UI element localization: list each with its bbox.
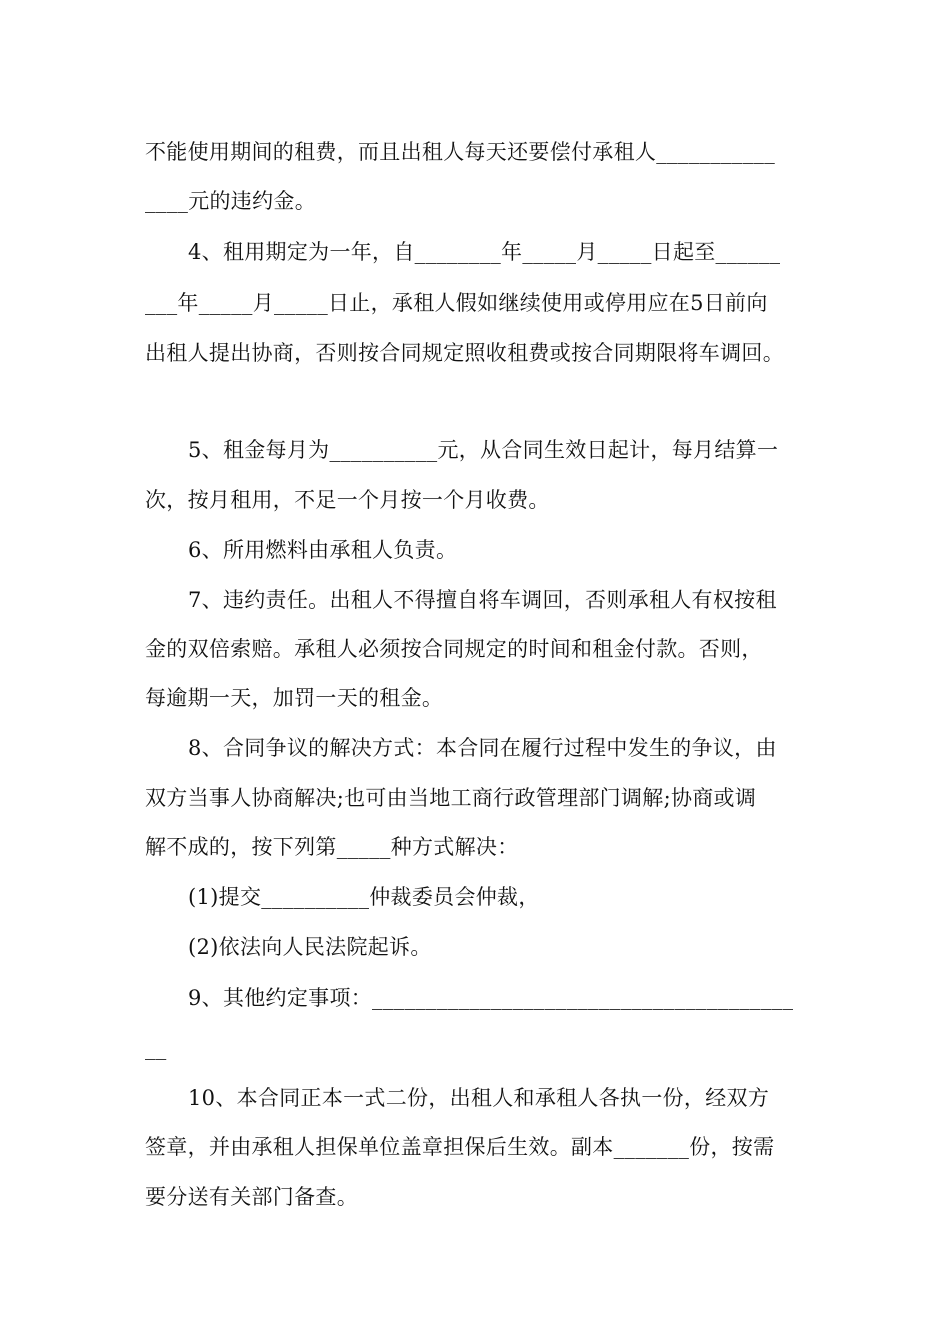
clause-8-line-2: 双方当事人协商解决;也可由当地工商行政管理部门调解;协商或调 [145, 786, 757, 810]
text-line-1: 不能使用期间的租费，而且出租人每天还要偿付承租人___________ [145, 140, 775, 164]
clause-7-line-1: 7、违约责任。出租人不得擅自将车调回，否则承租人有权按租 [188, 588, 777, 612]
clause-4-line-1: 4、租用期定为一年，自________年_____月_____日起至______ [188, 240, 781, 264]
clause-9-line-1: 9、其他约定事项：_______________________________________ [188, 986, 794, 1010]
clause-6-line-1: 6、所用燃料由承租人负责。 [188, 538, 458, 562]
clause-4-line-2: ___年_____月_____日止，承租人假如继续使用或停用应在5日前向 [145, 291, 768, 315]
clause-10-line-2: 签章，并由承租人担保单位盖章担保后生效。副本_______份，按需 [145, 1135, 775, 1159]
clause-9-line-2: __ [145, 1036, 167, 1060]
clause-5-line-2: 次，按月租用，不足一个月按一个月收费。 [145, 488, 550, 512]
clause-10-line-1: 10、本合同正本一式二份，出租人和承租人各执一份，经双方 [188, 1086, 770, 1110]
option-1-line: (1)提交__________仲裁委员会仲裁， [188, 885, 540, 909]
option-2-line: (2)依法向人民法院起诉。 [188, 935, 432, 959]
clause-7-line-3: 每逾期一天，加罚一天的租金。 [145, 686, 444, 710]
clause-8-line-1: 8、合同争议的解决方式：本合同在履行过程中发生的争议，由 [188, 736, 777, 760]
clause-4-line-3: 出租人提出协商，否则按合同规定照收租费或按合同期限将车调回。 [145, 341, 784, 365]
clause-5-line-1: 5、租金每月为__________元，从合同生效日起计，每月结算一 [188, 438, 779, 462]
clause-10-line-3: 要分送有关部门备查。 [145, 1185, 358, 1209]
clause-7-line-2: 金的双倍索赔。承租人必须按合同规定的时间和租金付款。否则， [145, 637, 763, 661]
text-line-2: ____元的违约金。 [145, 189, 316, 213]
clause-8-line-3: 解不成的，按下列第_____种方式解决： [145, 835, 519, 859]
